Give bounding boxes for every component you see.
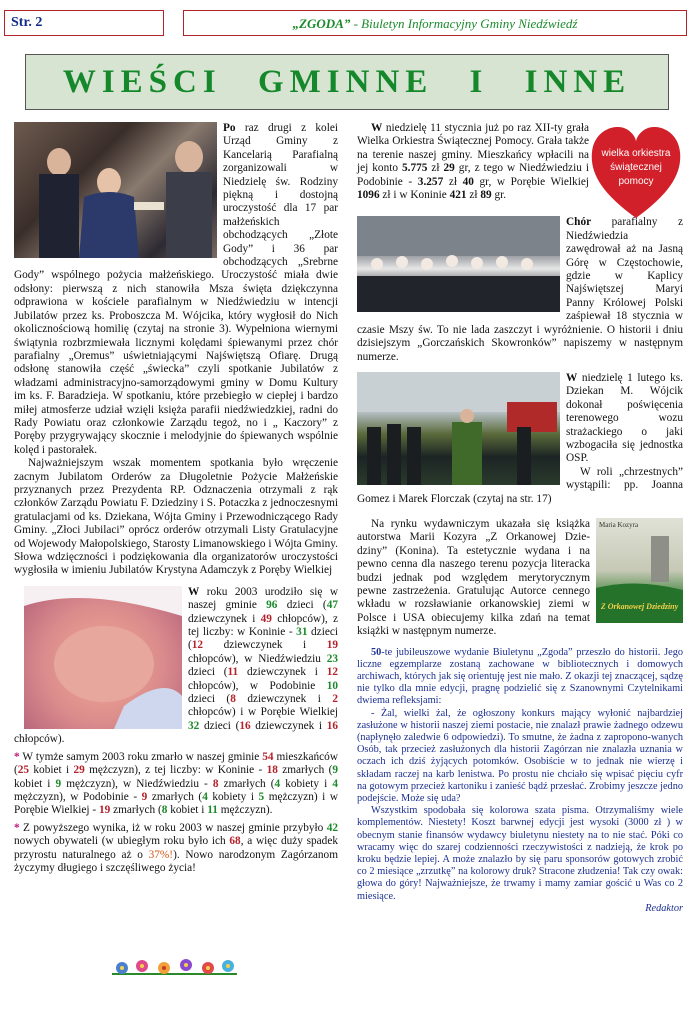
- growth-text: * Z powyższego wynika, iż w roku 2003 w naszej gminie przybyło 42 nowych obywateli (w ubiegłym roku było ich 68, a więc duży spadek przyrostu naturalnego aż o 37%!). Nowo narodzonym Zagórzanom życzymy długiego i szczęśliwego życia!: [14, 821, 338, 874]
- bulletin-name: „ZGODA”: [292, 16, 351, 31]
- page-number: Str. 2: [11, 15, 43, 30]
- choir-text: Chór parafialny z Niedźwiedzia zawędrował aż na Jasną Górę w Częstochowie, gdzie w Kaplicy Najświętszej Maryi Panny Królowej Polski zaśpiewał 18 stycznia w czasie Mszy św. To nie lada zaszczyt i wyróżnienie. O historii i dniu dzisiejszym „Gorczańskich Skowronków” napiszemy w następnym numerze.: [357, 216, 683, 363]
- heart-line-1: wielka orkiestra: [601, 148, 671, 159]
- wosp-text: W niedzielę 11 stycznia już po raz XII-ty grała Wielka Orkiestra Świątecznej Pomocy. Grała także na terenie naszej gminy. Mieszkańcy wpłacili na jej konto 5.775 zł 29 gr, z tego w Niedźwiedziu i Podobinie - 3.257 zł 40 gr, w Porębie Wielkiej 1096 zł i w Koninie 421 zł 89 gr.: [357, 122, 589, 202]
- p1-lead: Po: [223, 122, 236, 134]
- right-column: [357, 122, 683, 915]
- jubilee-photo: [14, 122, 217, 258]
- book-author: Maria Kozyra: [599, 520, 639, 529]
- choir-photo-figures: [357, 216, 560, 312]
- choir-photo: [357, 216, 560, 312]
- fire-truck-text: W niedzielę 1 lutego ks. Dziekan M. Wójcik dokonał poświęcenia terenowego wozu strażackiego o jaki wzbogaciła się jednostka OSP.: [566, 371, 683, 465]
- flowers-ornament: [112, 952, 237, 980]
- bulletin-header: [183, 10, 687, 36]
- newborn-photo: [24, 586, 182, 729]
- fire-truck-photo: [357, 372, 560, 485]
- heart-line-3: pomocy: [618, 176, 654, 187]
- page-number-box: [4, 10, 164, 36]
- section-banner: WIEŚCI GMINNE I INNE: [25, 54, 669, 110]
- births-text: W roku 2003 urodziło się w naszej gminie 96 dzieci (47 dziewczynek i 49 chłopców), z tej liczby: w Koninie - 31 dzieci (12 dziewczynek i 19 chłopców), w Niedźwiedziu 23 dzieci (11 dziewczynek i 12 chłopców), w Podobinie 10 dzieci (8 dziewczynek i 2 chłopców) i w Porębie Wielkiej 32 dzieci (16 dziewczynek i 16 chłopców).: [14, 585, 339, 746]
- bulletin-subtitle: - Biuletyn Informacyjny Gminy Niedźwiedź: [350, 16, 578, 31]
- heart-line-2: świątecznej: [610, 162, 662, 173]
- editor-note: 50-te jubileuszowe wydanie Biuletynu „Zgoda” przeszło do historii. Jego liczne egzemplarze zostaną zachowane w bibliotecznych i domowych archiwach, których jak się orientuję jest nie mało. Z okazji tej znaczącej, sądzę nie tylko dla mnie edycji, pragnę podzielić się z Szanownymi Czytelnikami dwiema refleksjami: - Żal, wielki żal, że ogłoszony konkurs mający wyłonić najbardziej zasłużone w historii naszej ziemi postacie, nie znalazł prawie żadnego odzewu (napłynęło zaledwie 6 odpowiedzi). To smutne, że żadna z zapropono-wanych Osób, tak przecież zasłużonych dla historii Zagórzan nie znalazła uznania w oczach ich dziś żyjących potomków. Osobiście w to jednak nie wierzę i składam raczej na karb lenistwa. Po prostu nie chciało się wpisać pięciu cyfr na gotowym przecież kartoniku i zanieść bądź przesłać. Zrobimy jeszcze jedno podejście. Może się uda? Wszystkim spodobała się kolorowa szata pisma. Otrzymaliśmy wiele komplementów. Niestety! Koszt barwnej edycji jest wysoki (3000 zł ) w obecnym stanie finansów wydawcy biuletynu niestety na to nie stać. Póki co wracamy więc do szarej codzienności rzeczywistości z nadzieją, że krok po kroku będzie lepiej. A może znalazło by się paru sponsorów gotowych zrobić co 2 miesiące „zrzutkę” na kolorowy druk? Straconе złudzenia! Tak czy owak: głowa do góry! Najważniejsze, że trwamy i mamy zamiar gościć u Was co 2 miesiące. Redaktor: [357, 646, 683, 914]
- orders-text: Najważniejszym wszak momentem spotkania było wręczenie zacnym Jubilatom Orderów za Długoletnie Pożycie Małżeńskie przyznanych przez Prezydenta RP. Odznaczenia otrzymali z rąk członków Zarządu Powiatu F. Dziedziny i S. Potaczka z jednoczesnymi gratulacjami od ks. Dziekana, Wójta Gminy i Przewodniczącego Rady Gminy. „Złoci Jubilaci” oprócz orderów otrzymali Listy Gratulacyjne od Wojewody Małopolskiego, Starosty Limanowskiego i Wójta Gminy. Słowa wdzięczności i podziękowania dla organizatorów uroczystości wygłosiła w imieniu Jubilatów Krystyna Adamczyk z Poręby Wielkiej: [14, 457, 338, 577]
- deaths-text: * W tymże samym 2003 roku zmarło w naszej gminie 54 mieszkańców (25 kobiet i 29 mężczyzn), z tej liczby: w Koninie - 18 zmarłych (9 kobiet i 9 mężczyzn), w Niedźwiedziu - 8 zmarłych (4 kobiety i 4 mężczyzn), w Podobinie - 9 zmarłych (4 kobiety i 5 mężczyzn) i w Porębie Wielkiej - 19 zmarłych (8 kobiet i 11 mężczyzn).: [14, 750, 338, 817]
- newborn-photo-shape: [24, 586, 182, 729]
- fire-truck-photo-figures: [357, 372, 560, 485]
- left-column: [14, 122, 338, 875]
- godparents-text: W roli „chrzestnych” wystąpili: pp. Joanna Gomez i Marek Florczak (czytaj na str. 17): [357, 465, 683, 505]
- book-title: Z Orkanowej Dziedziny: [600, 601, 679, 611]
- jubilee-text: raz drugi z kolei Urząd Gminy z Kancelarią Parafialną zorganizowali w Niedzielę św. Rodziny piękną i dostojną uroczystość dla 17 par małżeńskich obchodzących „Złote Gody” i 36 par obchodzących „Srebrne Gody” wspólnego pożycia małżeńskiego. Uroczystość miała dwie odsłony: pierwszą z nich stanowiła Msza święta dziękczynna odprawiona w kościele parafialnym w Niedźwiedziu w intencji Jubilatów przez ks. Proboszcza M. Wójcika, który wygłosił do Nich okolicznościową homilię (czytaj na stronie 3). Wypełniona wiernymi świątynia rozbrzmiewała licznymi kolędami śpiewanymi przez chór parafialny „Oremus” uświetniającymi Najświętszą Ofiarę. Drugą odsłonę stanowiła część „świecka” czyli spotkanie Jubilatów z władzami administracyjno-samorządowymi gminy w Domu Kultury im ks. F. Baradzieja. W spotkaniu, które przebiegło w ciepłej i bardzo miłej atmosferze udział wzięli księża parafii niedźwiedzkiej, radni do Rady Powiatu oraz członkowie Zarządu tegoż, no i „ Kaczory” z Poręby przygrywający skocznie i melodyjnie do śpiewanych wspólnie kolęd i pastorałek.: [14, 122, 338, 456]
- jubilee-photo-figures: [14, 122, 217, 258]
- book-text: Na rynku wydawniczym ukazała się książka autorstwa Marii Kozyra „Z Orkanowej Dzie-dziny” (Konina). Ta estetycznie wydana i na pewno cenna dla naszego terenu pozycja literacka budzi jednak pod względem merytorycznym pewne zastrzeżenia. Gratulując Autorce cennego wkładu w rozsławianie orkanowskiej ziemi w Polsce i USA obiecujemy kilka zdań na temat książki w następnym numerze.: [357, 517, 590, 638]
- editor-signature: Redaktor: [645, 902, 683, 914]
- book-cover: [596, 518, 683, 623]
